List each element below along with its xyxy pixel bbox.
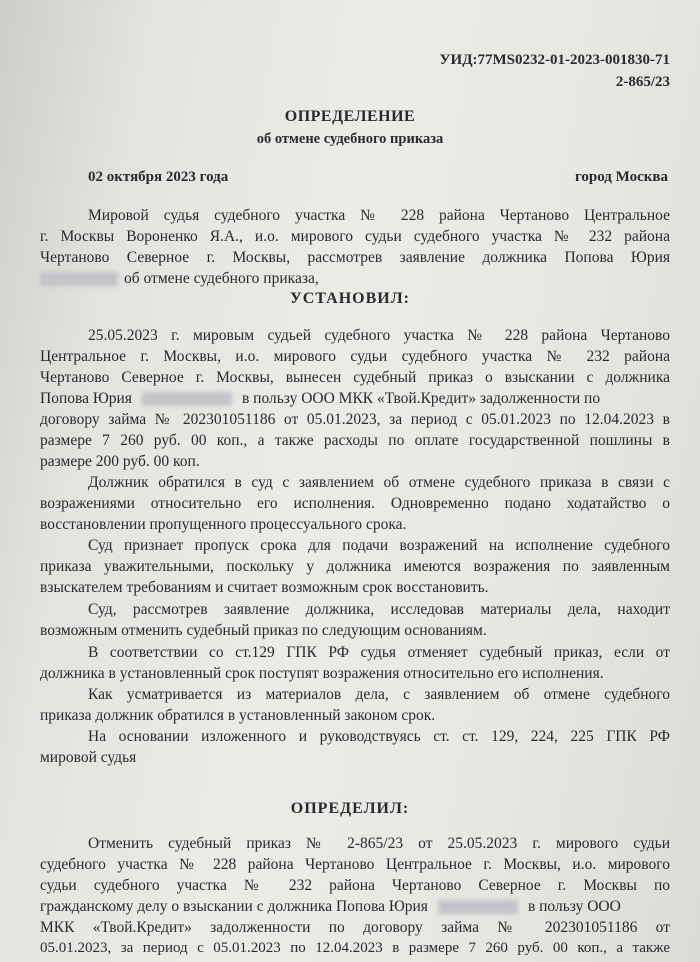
intro-line: об отмене судебного приказа, [40,270,670,288]
body-line: возражениями относительно его исполнения. Одновременно подано ходатайство о [40,495,670,512]
body-line: Суд признает пропуск срока для подачи возражений на исполнение судебного [88,537,670,554]
body-line: возможным отменить судебный приказ по следующим основаниям. [40,622,487,639]
resolution-line: гражданскому делу о взыскании с должника Попова Юрия в пользу ООО [40,898,621,915]
case-uid: УИД:77MS0232-01-2023-001830-71 [439,52,670,68]
body-line: мировой судья [40,749,137,766]
resolution-line: 05.01.2023, за период с 05.01.2023 по 12.04.2023 в размере 7 260 руб. 00 коп., а также [40,940,670,956]
case-number: 2-865/23 [615,74,670,90]
body-line: На основании изложенного и руководствуясь ст. ст. 129, 224, 225 ГПК РФ [88,728,670,745]
resolution-line [40,958,670,959]
body-line: Суд, рассмотрев заявление должника, исследовав материалы дела, находит [88,601,670,618]
body-line: договору займа № 202301051186 от 05.01.2023, за период с 05.01.2023 по 12.04.2023 в [40,411,670,428]
intro-line: Чертаново Северное г. Москвы, рассмотрев заявление должника Попова Юрия [40,249,670,266]
body-line: Как усматривается из материалов дела, с заявлением об отмене судебного [88,686,670,703]
body-line: взыскателем требованиям и считает возможным срок восстановить. [40,579,489,596]
body-line: размере 7 260 руб. 00 коп., а также расходы по оплате государственной пошлины в [40,432,670,449]
document-city: город Москва [574,169,668,185]
resolution-line: Отменить судебный приказ № 2-865/23 от 25.05.2023 г. мирового судьи [88,835,670,852]
body-line: восстановлении пропущенного процессуального срока. [40,516,407,533]
body-line: 25.05.2023 г. мировым судьей судебного участка № 228 района Чертаново [88,327,670,344]
document-title: ОПРЕДЕЛЕНИЕ [284,108,416,125]
section-ustanovil: УСТАНОВИЛ: [290,290,410,307]
body-line: Должник обратился в суд с заявлением об отмене судебного приказа в связи с [88,474,670,491]
body-line: В соответствии со ст.129 ГПК РФ судья отменяет судебный приказ, если от [88,644,670,661]
resolution-line: судьи судебного участка № 232 района Чертаново Северное г. Москвы по [40,877,670,894]
body-line: Попова Юрия в пользу ООО МКК «Твой.Кредит» задолженности по [40,390,601,407]
body-line: приказа должник обратился в установленный законом срок. [40,707,436,724]
redacted-name [40,272,118,286]
redacted-name [438,900,518,914]
section-opredelil: ОПРЕДЕЛИЛ: [290,800,410,817]
body-line: Чертаново Северное г. Москвы, вынесен судебный приказ о взыскании с должника [40,369,670,386]
redacted-name [142,392,232,406]
body-line: размере 200 руб. 00 коп. [40,453,200,470]
body-line: Центральное г. Москвы, и.о. мирового судьи судебного участка № 232 района [40,348,670,365]
resolution-line: судебного участка № 228 района Чертаново Центральное г. Москвы, и.о. мирового [40,856,670,873]
document-subtitle: об отмене судебного приказа [256,131,444,147]
intro-line: Мировой судья судебного участка № 228 района Чертаново Центральное [88,207,670,224]
body-line: должника в установленный срок поступят возражения относительно его исполнения. [40,665,604,682]
resolution-line: МКК «Твой.Кредит» задолженности по договору займа № 202301051186 от [40,919,670,936]
intro-line: г. Москвы Вороненко Я.А., и.о. мирового судьи судебного участка № 232 района [40,228,670,245]
document-date: 02 октября 2023 года [88,169,229,185]
body-line: приказа уважительными, поскольку у должника имеются возражения по заявленным [40,558,670,575]
